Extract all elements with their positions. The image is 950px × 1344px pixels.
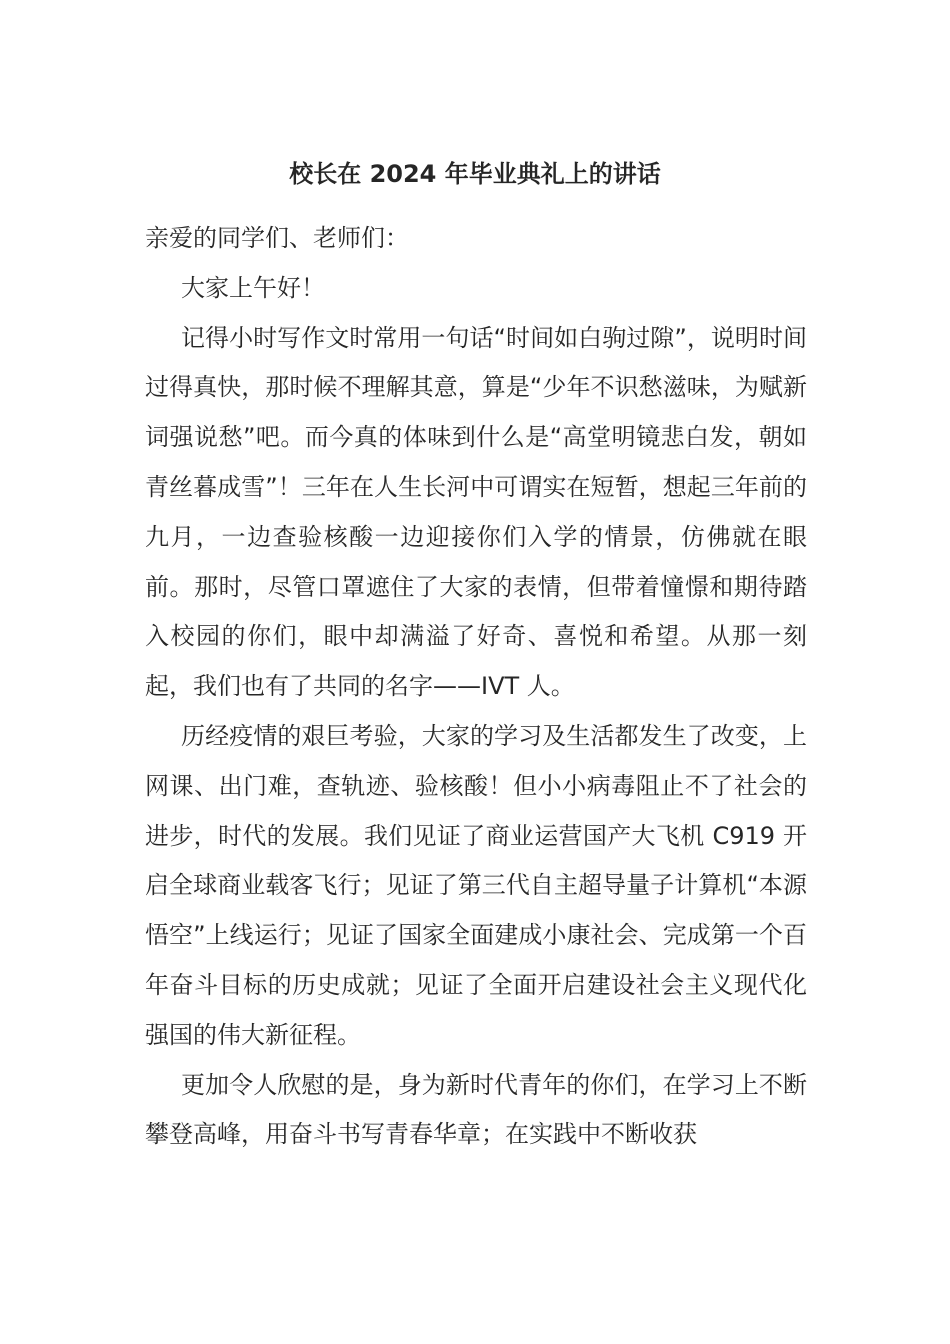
document-title: 校长在 2024 年毕业典礼上的讲话 [289, 160, 661, 188]
salutation: 亲爱的同学们、老师们： [145, 224, 409, 252]
document-body [145, 214, 807, 1160]
paragraph: 记得小时写作文时常用一句话“时间如白驹过隙”，说明时间过得真快，那时候不理解其意，算是“少年不识愁滋味，为赋新词强说愁”吧。而今真的体味到什么是“高堂明镜悲白发，朝如青丝暮成雪”！三年在人生长河中可谓实在短暂，想起三年前的九月，一边查验核酸一边迎接你们入学的情景，仿佛就在眼前。那时，尽管口罩遮住了大家的表情，但带着憧憬和期待踏入校园的你们，眼中却满溢了好奇、喜悦和希望。从那一刻起，我们也有了共同的名字——IVT 人。 [145, 323, 807, 701]
paragraph: 历经疫情的艰巨考验，大家的学习及生活都发生了改变，上网课、出门难，查轨迹、验核酸！但小小病毒阻止不了社会的进步，时代的发展。我们见证了商业运营国产大飞机 C919 开启全球商业载客飞行；见证了第三代自主超导量子计算机“本源悟空”上线运行；见证了国家全面建成小康社会、完成第一个百年奋斗目标的历史成就；见证了全面开启建设社会主义现代化强国的伟大新征程。 [145, 721, 807, 1049]
greeting: 大家上午好！ [181, 273, 325, 302]
paragraph: 更加令人欣慰的是，身为新时代青年的你们，在学习上不断攀登高峰，用奋斗书写青春华章；在实践中不断收获 [145, 1070, 807, 1149]
